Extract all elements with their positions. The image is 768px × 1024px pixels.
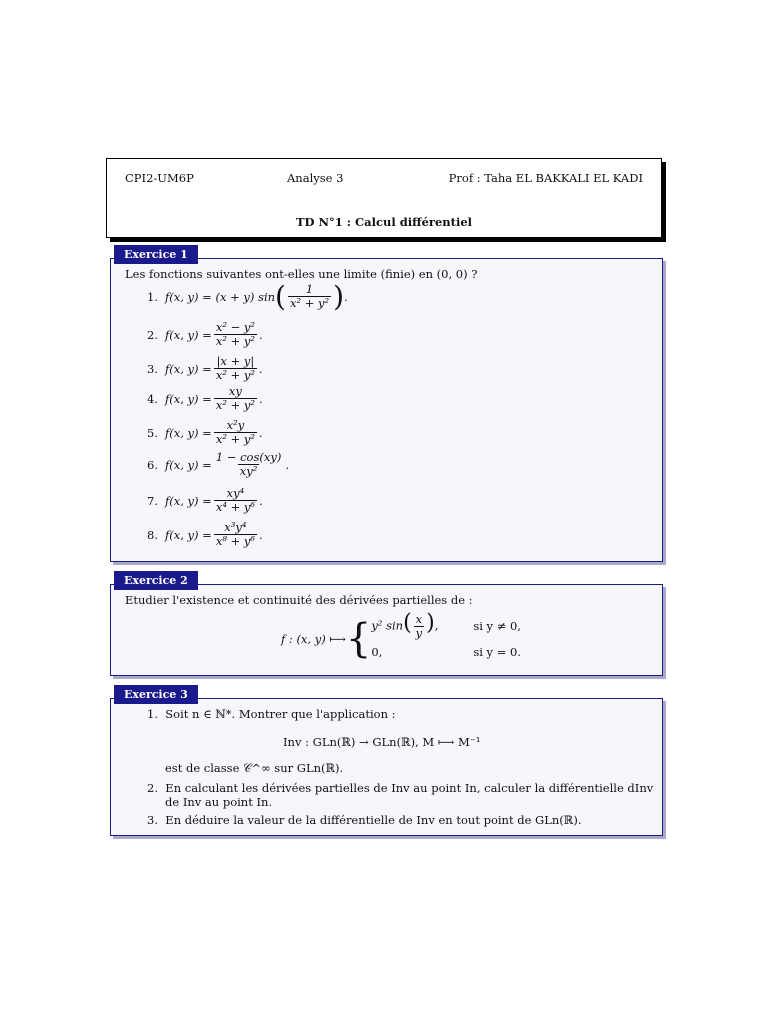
exercise-1-intro: Les fonctions suivantes ont-elles une limite (finie) en (0, 0) ? — [125, 267, 478, 281]
list-item: 7. f(x, y) = $\frac{\text{xy⁴}}{\text{x⁴ + y⁶}}$ . — [147, 486, 263, 514]
course-name: Analyse 3 — [287, 171, 344, 185]
list-item: 3. f(x, y) = $\frac{|x + y|}{\text{x² + y²}}$ . — [147, 354, 263, 382]
list-item: 4. f(x, y) = $\frac{xy}{\text{x² + y²}}$ . — [147, 384, 263, 412]
list-item: 5. f(x, y) = $\frac{\text{x²y}}{\text{x² + y²}}$ . — [147, 418, 263, 446]
exercise-3-box — [110, 698, 663, 836]
exercise-1-tag: Exercice 1 — [114, 245, 198, 264]
list-item-continuation: est de classe 𝒞^∞ sur GLn(ℝ). — [165, 761, 344, 775]
list-item: 3. En déduire la valeur de la différentielle de Inv en tout point de GLn(ℝ). — [147, 813, 582, 827]
course-code: CPI2-UM6P — [125, 171, 194, 185]
header-box — [106, 158, 662, 238]
inverse-map-formula: Inv : GLn(ℝ) → GLn(ℝ), M ⟼ M⁻¹ — [283, 735, 481, 749]
list-item: 8. f(x, y) = $\frac{\text{x³y⁴}}{\text{x⁸ + y⁶}}$ . — [147, 520, 263, 548]
list-item-continuation: de Inv au point In. — [165, 795, 273, 809]
list-item: 1. Soit n ∈ ℕ*. Montrer que l'application : — [147, 707, 396, 721]
list-item: 2. f(x, y) = $\frac{\text{x² − y²}}{\text{x² + y²}}$ . — [147, 320, 263, 348]
professor-name: Prof : Taha EL BAKKALI EL KADI — [448, 171, 643, 185]
exercise-2-box — [110, 584, 663, 676]
exercise-3-tag: Exercice 3 — [114, 685, 198, 704]
document-title: TD N°1 : Calcul différentiel — [295, 215, 473, 229]
piecewise-function: f : (x, y) ⟼ { y² sin( $\frac{x}{y}$ ), si y ≠ 0, 0, si y = 0. — [281, 610, 521, 662]
list-item: 6. f(x, y) = $\frac{1 - \cos(xy)}{\text{xy²}}$ . — [147, 450, 289, 478]
exercise-2-intro: Etudier l'existence et continuité des dérivées partielles de : — [125, 593, 473, 607]
exercise-2-tag: Exercice 2 — [114, 571, 198, 590]
list-item: 2. En calculant les dérivées partielles de Inv au point In, calculer la différentielle dInv — [147, 781, 654, 795]
exercise-1-box — [110, 258, 663, 562]
list-item: 1. f(x, y) = (x + y) sin ( $\frac{1}{\text{x² + y²}}$ ) . — [147, 279, 348, 313]
